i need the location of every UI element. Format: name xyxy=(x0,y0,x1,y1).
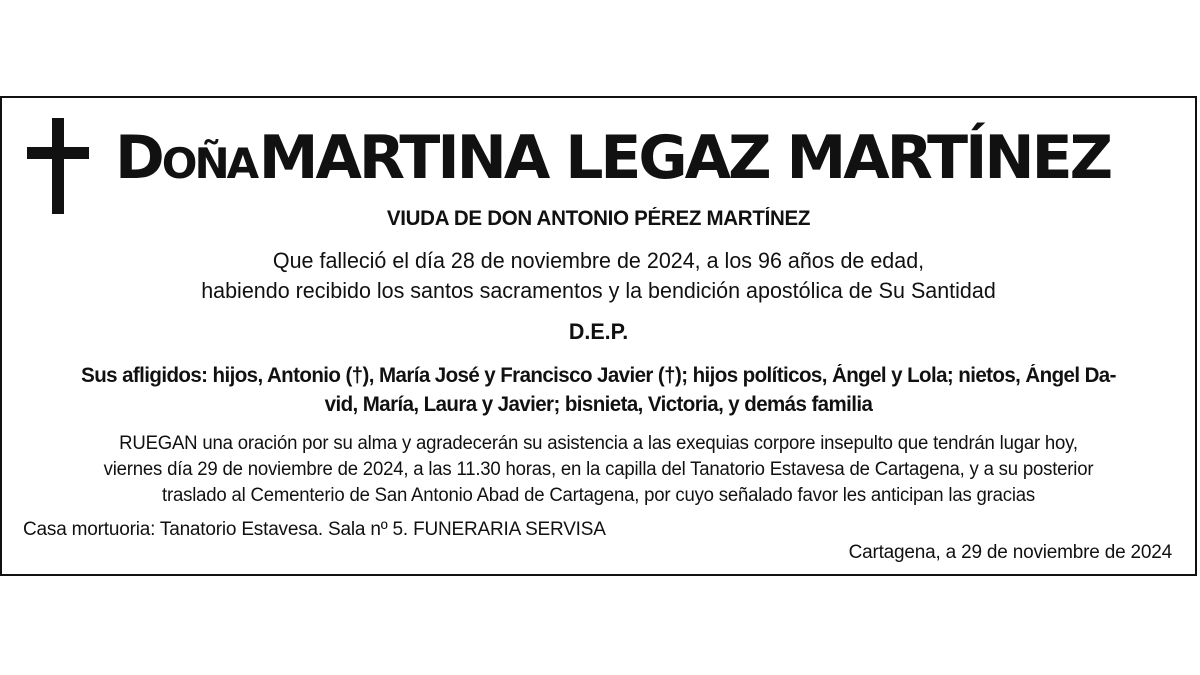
deceased-name-title xyxy=(115,118,1180,198)
funeral-home-line: Casa mortuoria: Tanatorio Estavesa. Sala nº 5. FUNERARIA SERVISA xyxy=(23,519,606,540)
death-line-1: Que falleció el día 28 de noviembre de 2024, a los 96 años de edad, xyxy=(272,248,925,273)
request-line-3: traslado al Cementerio de San Antonio Abad de Cartagena, por cuyo señalado favor les anticipan las gracias xyxy=(162,485,1035,506)
family-line-1: Sus afligidos: hijos, Antonio (†), María José y Francisco Javier (†); hijos políticos, Ángel y Lola; nietos, Ángel Da- xyxy=(81,364,1116,387)
place-date-line: Cartagena, a 29 de noviembre de 2024 xyxy=(848,542,1172,563)
request-line-2: viernes día 29 de noviembre de 2024, a las 11.30 horas, en la capilla del Tanatorio Estavesa de Cartagena, y a su posterior xyxy=(103,459,1094,480)
death-line-2: habiendo recibido los santos sacramentos y la bendición apostólica de Su Santidad xyxy=(201,278,996,303)
cross-icon xyxy=(27,118,89,216)
widow-line: VIUDA DE DON ANTONIO PÉREZ MARTÍNEZ xyxy=(386,207,811,230)
dep-line: D.E.P. xyxy=(568,319,629,344)
full-name: MARTINA LEGAZ MARTÍNEZ xyxy=(258,123,1111,193)
request-line-1: RUEGAN una oración por su alma y agradecerán su asistencia a las exequias corpore insepulto que tendrán lugar hoy, xyxy=(119,433,1078,454)
title-prefix: Doña xyxy=(115,123,257,193)
family-line-2: vid, María, Laura y Javier; bisnieta, Victoria, y demás familia xyxy=(324,393,873,416)
